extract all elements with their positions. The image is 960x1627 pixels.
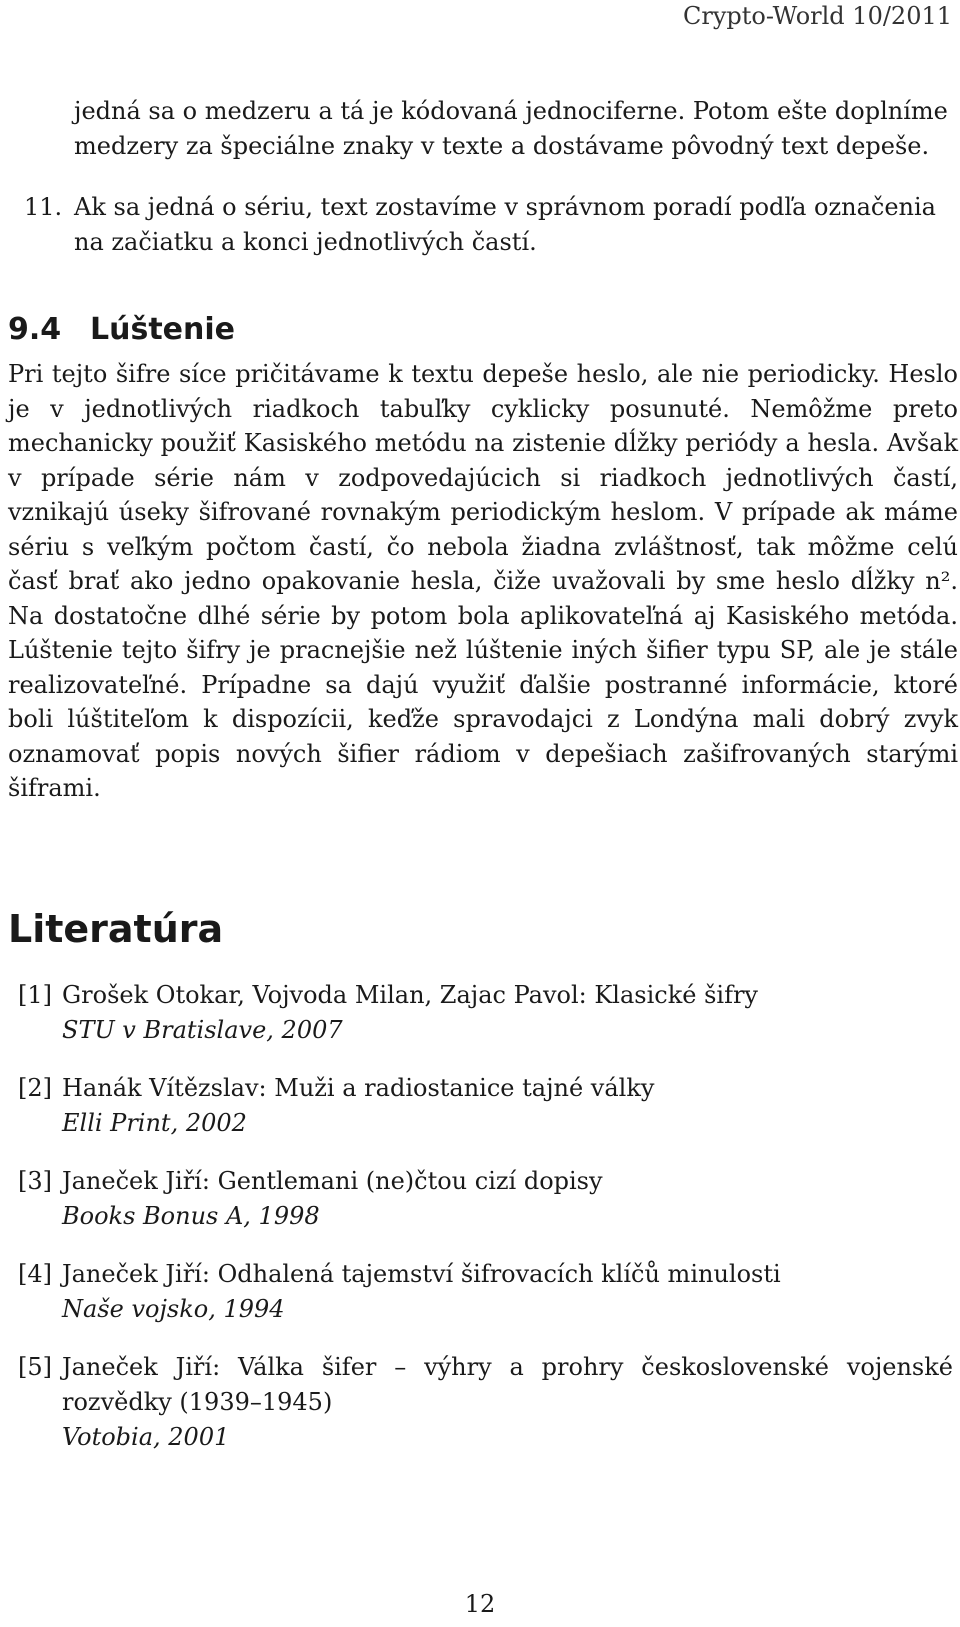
reference-text: Janeček Jiří: Válka šifer – výhry a prohry československé vojenské rozvědky (1939–1945) — [62, 1353, 953, 1416]
reference-publisher: Votobia, 2001 — [62, 1423, 230, 1451]
reference-tag: [4] — [18, 1260, 52, 1288]
reference-publisher: Books Bonus A, 1998 — [62, 1202, 320, 1230]
intro-continuation: jedná sa o medzeru a tá je kódovaná jednociferne. Potom ešte doplníme medzery za špeciálne znaky v texte a dostávame pôvodný text depeše. — [74, 97, 948, 160]
reference-item — [18, 978, 953, 1048]
reference-item — [18, 1350, 953, 1455]
reference-text: Hanák Vítězslav: Muži a radiostanice tajné války — [62, 1074, 655, 1102]
section-title: Lúštenie — [90, 312, 236, 347]
reference-publisher: STU v Bratislave, 2007 — [62, 1016, 343, 1044]
reference-tag: [5] — [18, 1353, 52, 1381]
page-number: 12 — [464, 1590, 496, 1618]
reference-tag: [3] — [18, 1167, 52, 1195]
reference-tag: [1] — [18, 981, 52, 1009]
list-item-number: 11. — [24, 193, 63, 221]
literature-heading: Literatúra — [8, 907, 224, 951]
section-paragraph: Pri tejto šifre síce pričitávame k textu depeše heslo, ale nie periodicky. Heslo je v jednotlivých riadkoch tabuľky cyklicky posunuté. Nemôžme preto mechanicky použiť Kasiského metódu na zistenie dĺžky periódy a hesla. Avšak v prípade série nám v zodpovedajúcich si riadkoch jednotlivých častí, vznikajú úseky šifrované rovnakým periodickým heslom. V prípade ak máme sériu s veľkým počtom častí, čo nebola žiadna zvláštnosť, tak môžme celú časť brať ako jedno opakovanie hesla, čiže uvažovali by sme heslo dĺžky n². Na dostatočne dlhé série by potom bola aplikovateľná aj Kasiského metóda. Lúštenie tejto šifry je pracnejšie než lúštenie iných šifier typu SP, ale je stále realizovateľné. Prípadne sa dajú využiť ďalšie postranné informácie, ktoré boli lúštiteľom k dispozícii, keďže spravodajci z Londýna mali dobrý zvyk oznamovať popis nových šifier rádiom v depešiach zašifrovaných starými šiframi. — [8, 360, 958, 802]
reference-text: Janeček Jiří: Odhalená tajemství šifrovacích klíčů minulosti — [62, 1260, 781, 1288]
reference-publisher: Naše vojsko, 1994 — [62, 1295, 285, 1323]
reference-item — [18, 1071, 953, 1141]
list-item-text: Ak sa jedná o sériu, text zostavíme v správnom poradí podľa označenia na začiatku a konci jednotlivých častí. — [74, 193, 936, 256]
reference-item — [18, 1164, 953, 1234]
reference-item — [18, 1257, 953, 1327]
running-header: Crypto-World 10/2011 — [683, 2, 952, 30]
section-number: 9.4 — [8, 312, 62, 347]
reference-publisher: Elli Print, 2002 — [62, 1109, 247, 1137]
reference-tag: [2] — [18, 1074, 52, 1102]
section-heading — [8, 310, 235, 350]
reference-text: Grošek Otokar, Vojvoda Milan, Zajac Pavol: Klasické šifry — [62, 981, 758, 1009]
reference-text: Janeček Jiří: Gentlemani (ne)čtou cizí dopisy — [62, 1167, 603, 1195]
